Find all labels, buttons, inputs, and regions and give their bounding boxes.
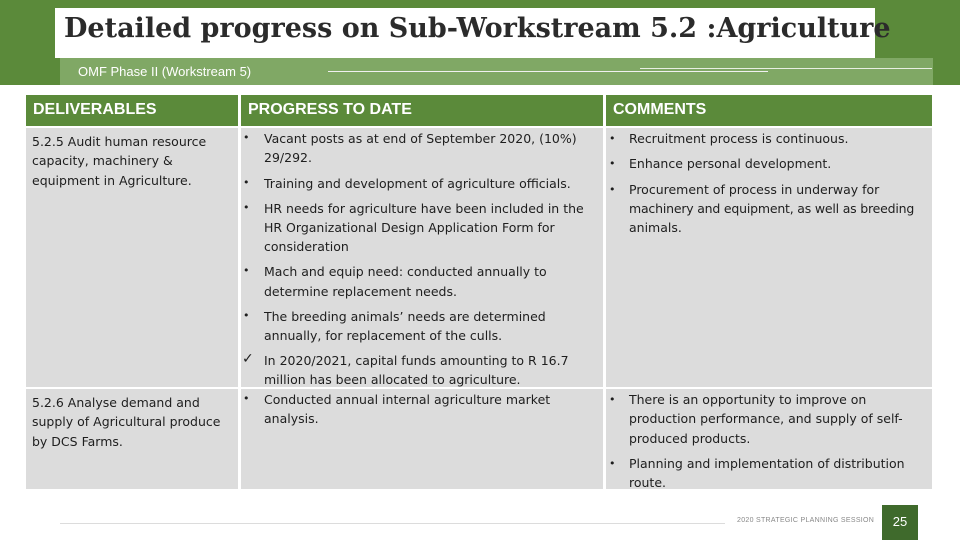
progress-text: The breeding animals’ needs are determined	[264, 309, 546, 324]
progress-text: HR needs for agriculture have been included in the	[264, 201, 584, 216]
header-progress	[241, 95, 603, 126]
comment-text: machinery and equipment, as well as breeding	[629, 201, 915, 216]
footer-divider	[60, 523, 725, 524]
header-label: COMMENTS	[613, 101, 707, 118]
deliverable-text: 5.2.6 Analyse demand and	[32, 395, 200, 410]
header-comments	[606, 95, 932, 126]
comment-text: Planning and implementation of distribution	[629, 456, 905, 471]
bullet-marker: •	[243, 131, 250, 144]
bullet-marker: •	[243, 309, 250, 322]
progress-text: consideration	[264, 239, 349, 254]
bullet-marker: •	[609, 132, 616, 145]
comment-text: There is an opportunity to improve on	[629, 392, 867, 407]
subtitle-divider	[328, 71, 768, 72]
header-label: DELIVERABLES	[33, 101, 157, 118]
deliverable-text: 5.2.5 Audit human resource	[32, 134, 207, 149]
header-label: PROGRESS TO DATE	[248, 101, 412, 118]
bullet-marker: •	[609, 183, 616, 196]
progress-text: annually, for replacement of the culls.	[264, 328, 503, 343]
slide-title: Detailed progress on Sub-Workstream 5.2 :Agriculture	[64, 13, 891, 44]
comment-text: route.	[629, 475, 666, 490]
deliverable-text: capacity, machinery &	[32, 153, 173, 168]
deliverable-text: supply of Agricultural produce	[32, 414, 221, 429]
deliverable-text: by DCS Farms.	[32, 434, 123, 449]
bullet-marker: •	[609, 157, 616, 170]
bullet-marker: •	[243, 201, 250, 214]
slide-subtitle: OMF Phase II (Workstream 5)	[78, 64, 252, 79]
progress-text: Conducted annual internal agriculture market	[264, 392, 551, 407]
deliverable-text: equipment in Agriculture.	[32, 173, 192, 188]
comment-text: Procurement of process in underway for	[629, 182, 880, 197]
footer-session-label: 2020 STRATEGIC PLANNING SESSION	[737, 517, 875, 524]
progress-text: HR Organizational Design Application Form for	[264, 220, 555, 235]
checkmark-icon: ✓	[242, 351, 254, 367]
progress-text: Vacant posts as at end of September 2020, (10%)	[264, 131, 577, 146]
comment-text: produced products.	[629, 431, 751, 446]
page-number: 25	[892, 514, 908, 529]
header-deliverables	[26, 95, 238, 126]
bullet-marker: •	[243, 264, 250, 277]
comment-text: Enhance personal development.	[629, 156, 832, 171]
progress-text: million has been allocated to agriculture.	[264, 372, 521, 387]
progress-text: 29/292.	[264, 150, 312, 165]
bullet-marker: •	[243, 176, 250, 189]
progress-text: determine replacement needs.	[264, 284, 457, 299]
progress-text: Training and development of agriculture officials.	[264, 176, 571, 191]
subtitle-divider	[640, 68, 932, 69]
bullet-marker: •	[609, 393, 616, 406]
bullet-marker: •	[243, 392, 250, 405]
progress-text: Mach and equip need: conducted annually to	[264, 264, 547, 279]
progress-text: In 2020/2021, capital funds amounting to R 16.7	[264, 353, 569, 368]
bullet-marker: •	[609, 457, 616, 470]
comment-text: production performance, and supply of self-	[629, 411, 903, 426]
comment-text: Recruitment process is continuous.	[629, 131, 849, 146]
progress-text: analysis.	[264, 411, 319, 426]
comment-text: animals.	[629, 220, 682, 235]
